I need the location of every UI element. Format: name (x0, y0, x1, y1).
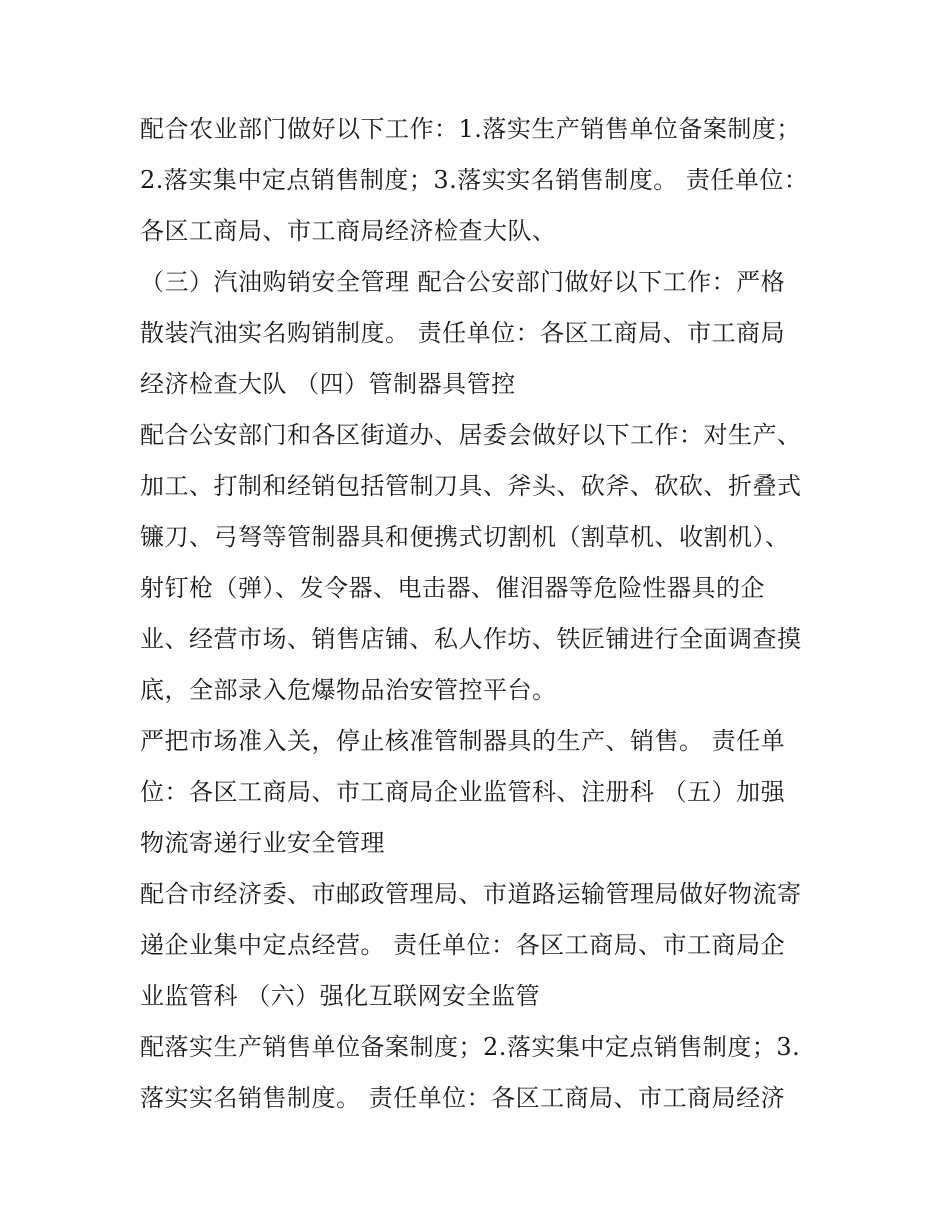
text-line: 2.落实集中定点销售制度；3.落实实名销售制度。 责任单位： (140, 166, 809, 194)
text-line: 落实实名销售制度。 责任单位：各区工商局、市工商局经济 (140, 1084, 786, 1112)
document-body (140, 104, 840, 1124)
text-line: 底，全部录入危爆物品治安管控平台。 (140, 676, 557, 704)
text-line: 经济检查大队 （四）管制器具管控 (140, 370, 516, 398)
text-line: 配合市经济委、市邮政管理局、市道路运输管理局做好物流寄 (140, 880, 802, 908)
text-line: 配合公安部门和各区街道办、居委会做好以下工作：对生产、 (140, 421, 802, 449)
text-line: 散装汽油实名购销制度。 责任单位：各区工商局、市工商局 (140, 319, 786, 347)
text-line: 配合农业部门做好以下工作：1.落实生产销售单位备案制度； (140, 115, 801, 143)
text-line: 严把市场准入关，停止核准管制器具的生产、销售。 责任单 (140, 727, 786, 755)
text-line: 射钉枪（弹）、发令器、电击器、催泪器等危险性器具的企 (140, 574, 765, 602)
text-line: 加工、打制和经销包括管制刀具、斧头、砍斧、砍砍、折叠式 (140, 472, 802, 500)
text-line: 业监管科 （六）强化互联网安全监管 (140, 982, 541, 1010)
text-line: 配落实生产销售单位备案制度；2.落实集中定点销售制度；3. (140, 1033, 801, 1061)
text-line: 业、经营市场、销售店铺、私人作坊、铁匠铺进行全面调查摸 (140, 625, 802, 653)
text-line: 镰刀、弓弩等管制器具和便携式切割机（割草机、收割机）、 (140, 523, 790, 551)
text-line: 位：各区工商局、市工商局企业监管科、注册科 （五）加强 (140, 778, 786, 806)
text-line: （三）汽油购销安全管理 配合公安部门做好以下工作：严格 (140, 268, 786, 296)
text-line: 递企业集中定点经营。 责任单位：各区工商局、市工商局企 (140, 931, 786, 959)
text-line: 各区工商局、市工商局经济检查大队、 (140, 217, 557, 245)
text-line: 物流寄递行业安全管理 (140, 829, 385, 857)
